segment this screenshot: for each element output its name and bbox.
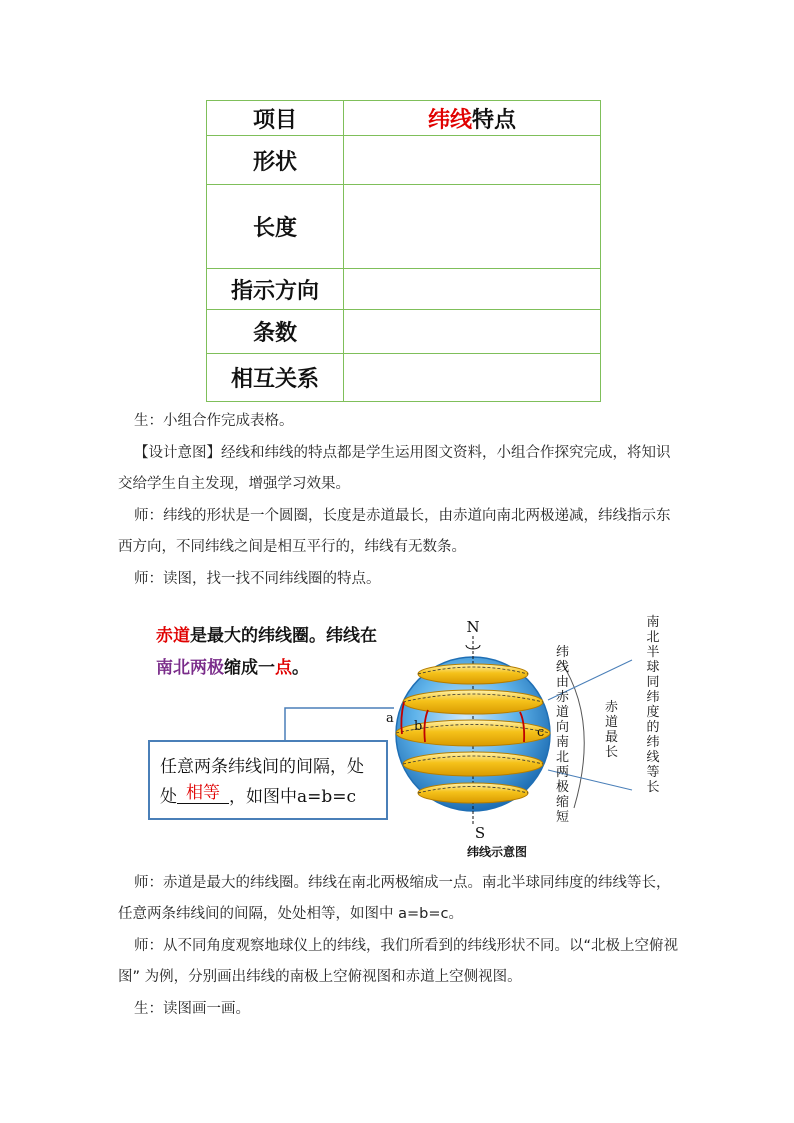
header-item: 项目: [207, 101, 344, 136]
figure-caption: 纬线示意图: [466, 845, 528, 859]
box-connector-line: [285, 708, 394, 740]
callout-prefix: 处: [160, 787, 177, 807]
band-4: [403, 752, 543, 776]
header-latitude-red: 纬线: [427, 107, 472, 133]
vertical-label-equator: [604, 700, 619, 760]
equator-red-text: 赤道: [156, 626, 190, 646]
vertical-label-decrease: [555, 645, 570, 825]
callout-line2: [160, 782, 356, 808]
paragraph-student-1: 生：小组合作完成表格。: [134, 413, 294, 429]
row-label-relation: 相互关系: [207, 354, 344, 402]
row-label-length: 长度: [207, 185, 344, 269]
paragraph-teacher-1: 师：纬线的形状是一个圆圈，长度是赤道最长，由赤道向南北两极递减，纬线指示东西方向，不同纬线之间是相互平行的，纬线有无数条。: [118, 508, 671, 555]
point-red-text: 点: [275, 658, 292, 678]
label-c: c: [537, 725, 545, 740]
row-label-shape: 形状: [207, 136, 344, 185]
paragraph-teacher-4: 师：从不同角度观察地球仪上的纬线，我们所看到的纬线形状不同。以“北极上空俯视图” 为例，分别画出纬线的南极上空俯视图和赤道上空侧视图。: [118, 938, 679, 985]
paragraph-teacher-3: 师：赤道是最大的纬线圈。纬线在南北两极缩成一点。南北半球同纬度的纬线等长，任意两条纬线间的间隔，处处相等，如图中 a=b=c。: [118, 875, 671, 922]
heading2-end: 。: [292, 658, 309, 678]
row-label-count: 条数: [207, 310, 344, 354]
paragraph-student-2: 生：读图画一画。: [134, 1001, 250, 1017]
paragraph-design-intent: 【设计意图】经线和纬线的特点都是学生运用图文资料，小组合作探究完成，将知识交给学生自主发现，增强学习效果。: [118, 445, 671, 492]
callout-blank-answer: 相等: [177, 778, 229, 804]
south-label: S: [474, 824, 486, 842]
vertical-equator-text: 赤道最长: [604, 700, 618, 760]
north-label: N: [466, 618, 480, 636]
poles-purple-text: 南北两极: [156, 658, 224, 678]
label-a: a: [386, 711, 394, 726]
vertical-decrease-text: 纬线由赤道向南北两极缩短: [555, 645, 569, 825]
header-features-text: 特点: [472, 107, 517, 133]
callout-suffix: ，如图中a=b=c: [229, 787, 357, 807]
band-5: [418, 783, 528, 803]
row-label-direction: 指示方向: [207, 269, 344, 310]
paragraph-teacher-2: 师：读图，找一找不同纬线圈的特点。: [134, 571, 381, 587]
label-b: b: [414, 719, 423, 734]
callout-line1: 任意两条纬线间的间隔，处: [160, 757, 364, 777]
vertical-hemi-text: 南北半球同纬度的纬线等长: [646, 615, 660, 795]
heading2-rest: 缩成一: [224, 658, 275, 678]
band-2: [403, 690, 543, 714]
spacing-callout-box: [148, 740, 388, 820]
heading1-rest: 是最大的纬线圈。纬线在: [190, 626, 377, 646]
vertical-label-hemispheres: [645, 615, 661, 795]
